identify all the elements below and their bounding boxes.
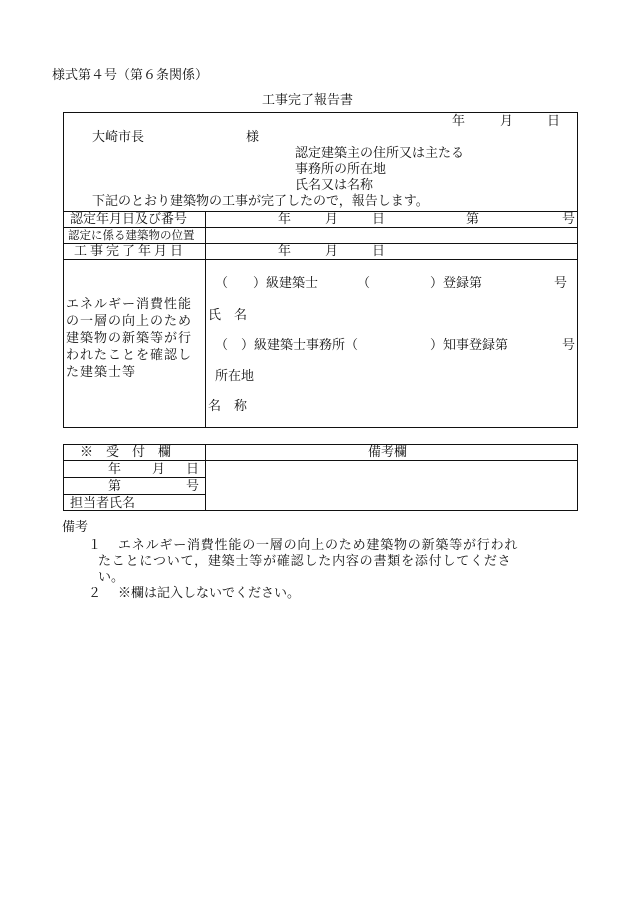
remarks-header: 備考欄 [368, 445, 408, 460]
addressee: 大崎市長 [92, 130, 145, 145]
completion-label: 工事完了年月日 [74, 244, 187, 259]
cert-month: 月 [325, 212, 339, 227]
reception-month: 月 [152, 462, 166, 477]
note-2-text: ※欄は記入しないでください。 [118, 586, 301, 601]
form-number: 様式第４号（第６条関係） [52, 68, 209, 83]
row-divider [63, 259, 578, 260]
reception-day: 日 [186, 462, 200, 477]
completion-month: 月 [325, 244, 339, 259]
reception-row-divider [63, 494, 205, 495]
reception-header: ※ 受 付 欄 [80, 445, 172, 460]
office-class-text: （ ）級建築士事務所（ [215, 338, 359, 353]
document-title: 工事完了報告書 [262, 93, 354, 108]
notes-title: 備考 [62, 520, 89, 535]
reception-staff-label: 担当者氏名 [70, 496, 136, 511]
note-1-line-3: い。 [98, 570, 125, 585]
reception-column-divider [205, 444, 206, 511]
applicant-name-label: 氏名又は名称 [295, 178, 374, 193]
architect-reg-open: （ [357, 276, 371, 291]
column-divider [205, 211, 206, 428]
note-1-line-1: エネルギー消費性能の一層の向上のため建築物の新築等が行われ [118, 538, 519, 553]
location-label: 認定に係る建築物の位置 [68, 228, 195, 242]
note-1-line-2: たことについて，建築士等が確認した内容の書類を添付してくださ [98, 554, 512, 569]
note-2-number: ２ [88, 586, 102, 601]
architect-reg-text: ）登録第 [430, 276, 483, 291]
cert-number-prefix: 第 [466, 212, 480, 227]
statement: 下記のとおり建築物の工事が完了したので，報告します。 [92, 194, 429, 209]
cert-number-suffix: 号 [562, 212, 576, 227]
architect-label: エネルギー消費性能の一層の向上のため建築物の新築等が行われたことを確認した建築士等 [66, 297, 193, 380]
office-reg-text: ）知事登録第 [430, 338, 509, 353]
note-1-number: １ [88, 538, 102, 553]
honorific: 様 [246, 130, 260, 145]
completion-day: 日 [372, 244, 386, 259]
reception-number-prefix: 第 [108, 479, 122, 494]
architect-reg-suffix: 号 [554, 276, 568, 291]
cert-day: 日 [372, 212, 386, 227]
report-month: 月 [500, 114, 514, 129]
office-name-label: 名 称 [208, 399, 248, 414]
cert-year: 年 [278, 212, 292, 227]
report-day: 日 [547, 114, 561, 129]
applicant-office-label: 事務所の所在地 [295, 162, 387, 177]
applicant-address-label: 認定建築主の住所又は主たる [295, 146, 465, 161]
architect-class-open: （ [215, 276, 229, 291]
completion-year: 年 [278, 244, 292, 259]
office-reg-suffix: 号 [562, 338, 576, 353]
office-address-label: 所在地 [215, 369, 255, 384]
reception-row-divider [63, 477, 205, 478]
reception-header-divider [63, 460, 578, 461]
cert-label: 認定年月日及び番号 [70, 212, 188, 227]
architect-name-label: 氏 名 [208, 308, 248, 323]
reception-number-suffix: 号 [186, 479, 200, 494]
reception-year: 年 [108, 462, 122, 477]
report-year: 年 [452, 114, 466, 129]
architect-class-text: ）級建築士 [253, 276, 319, 291]
